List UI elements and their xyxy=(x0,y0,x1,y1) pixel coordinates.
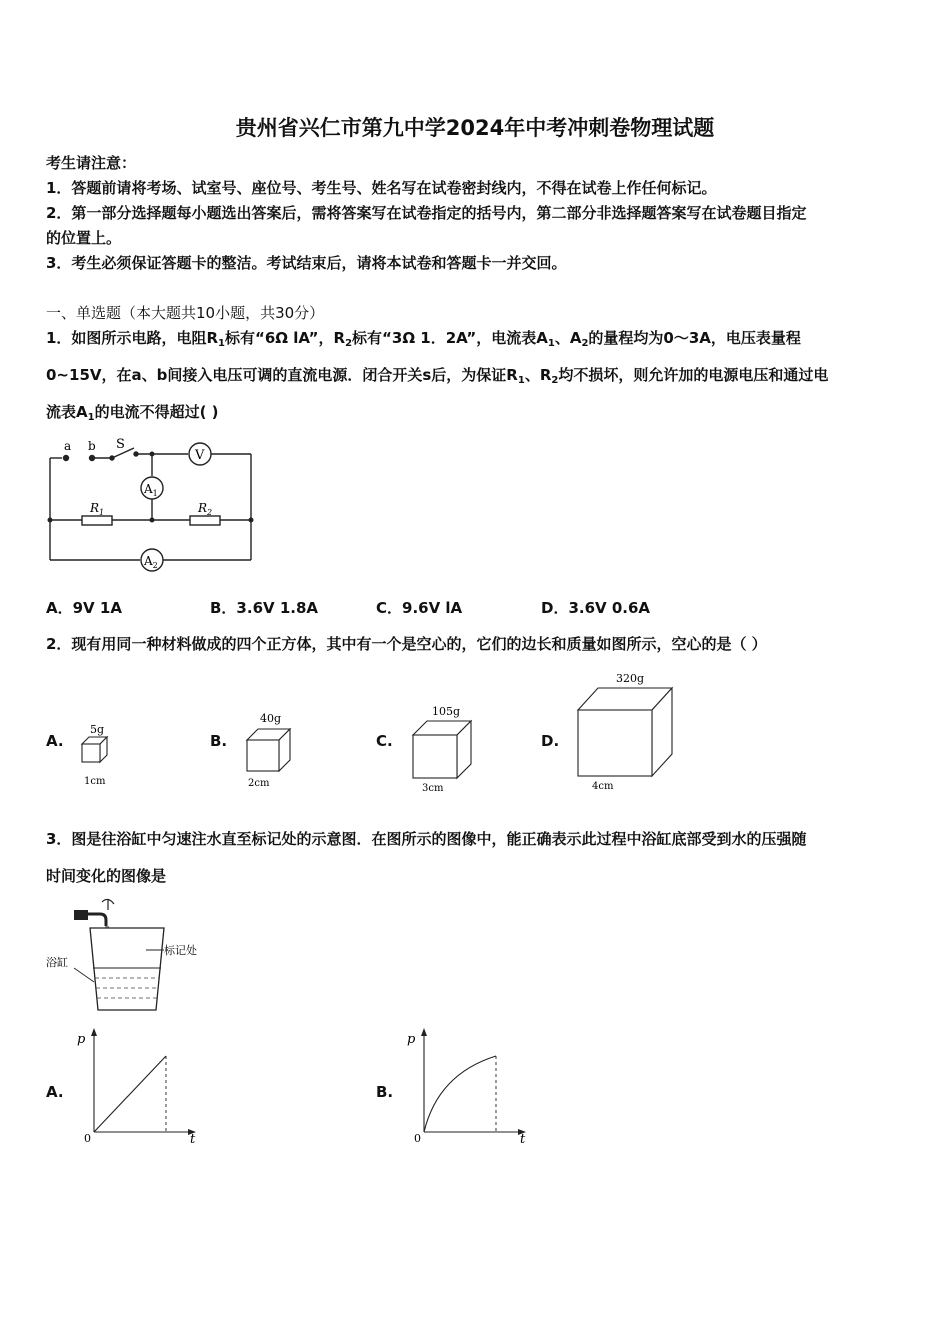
circuit-diagram xyxy=(40,432,260,572)
q1-line-3: 流表$A_1$的电流不得超过( ) xyxy=(46,403,219,423)
q1-line-2: 0~15V，在a、b间接入电压可调的直流电源．闭合开关s后，为保证$R_1$、$R_2$均不损坏，则允许加的电源电压和通过电 xyxy=(46,366,829,386)
mark-label: 标记处 xyxy=(164,944,197,957)
q3-line-2: 时间变化的图像是 xyxy=(46,867,167,885)
notice-item-1: 1．答题前请将考场、试室号、座位号、考生号、姓名写在试卷密封线内，不得在试卷上作任何标记。 xyxy=(46,179,717,197)
q1-option-c: C．9.6V lA xyxy=(376,599,463,617)
voltmeter-label: V xyxy=(195,448,205,463)
q1-option-d: D．3.6V 0.6A xyxy=(541,599,651,617)
graph-a-x-label: t xyxy=(190,1132,196,1147)
terminal-b-label: b xyxy=(88,439,96,453)
graph-b-y-label: p xyxy=(407,1032,416,1047)
notice-item-2: 2．第一部分选择题每小题选出答案后，需将答案写在试卷指定的括号内，第二部分非选择题答案写在试卷题目指定 xyxy=(46,204,807,222)
q3-line-1: 3．图是往浴缸中匀速注水直至标记处的示意图．在图所示的图像中，能正确表示此过程中浴缸底部受到水的压强随 xyxy=(46,830,807,848)
terminal-a-label: a xyxy=(64,439,72,453)
tub-label: 浴缸 xyxy=(46,956,68,969)
q3-label-b: B. xyxy=(376,1083,394,1101)
q2-side-a: 1cm xyxy=(84,776,106,787)
notice-heading: 考生请注意： xyxy=(46,154,137,172)
q2-cube-a xyxy=(76,720,120,792)
q2-side-b: 2cm xyxy=(248,778,270,789)
ammeter-a2-label: $A_2$ xyxy=(144,554,158,570)
q2-label-b: B. xyxy=(210,732,228,750)
q3-graph-a xyxy=(74,1024,204,1148)
q1-option-a: A．9V 1A xyxy=(46,599,122,617)
graph-b-curve xyxy=(424,1056,496,1132)
q2-cube-d xyxy=(572,668,680,796)
q3-graph-b xyxy=(404,1024,534,1148)
q2-mass-a: 5g xyxy=(90,723,105,736)
q2-label-a: A. xyxy=(46,732,64,750)
q2-label-d: D. xyxy=(541,732,560,750)
resistor-r1-label: $R_1$ xyxy=(90,501,105,517)
q2-cube-c xyxy=(406,700,478,796)
resistor-r2-label: $R_2$ xyxy=(198,501,213,517)
bathtub-diagram xyxy=(44,892,214,1016)
page-title: 贵州省兴仁市第九中学2024年中考冲刺卷物理试题 xyxy=(235,116,715,140)
faucet-icon xyxy=(74,910,88,920)
switch-label: S xyxy=(116,437,125,452)
graph-b-origin: 0 xyxy=(414,1132,421,1145)
notice-item-2-cont: 的位置上。 xyxy=(46,229,122,247)
q2-side-c: 3cm xyxy=(422,783,444,794)
q1-option-b: B．3.6V 1.8A xyxy=(210,599,319,617)
notice-item-3: 3．考生必须保证答题卡的整洁。考试结束后，请将本试卷和答题卡一并交回。 xyxy=(46,254,567,272)
graph-b-x-label: t xyxy=(520,1132,526,1147)
q2-label-c: C. xyxy=(376,732,393,750)
ammeter-a1-label: $A_1$ xyxy=(144,482,158,498)
q1-line-1: 1．如图所示电路，电阻$R_1$标有“6Ω lA”，$R_2$标有“3Ω 1．2A”，电流表$A_1$、$A_2$的量程均为0～3A，电压表量程 xyxy=(46,329,801,349)
q2-mass-d: 320g xyxy=(616,672,645,685)
q2-cube-b xyxy=(240,708,300,794)
graph-a-y-label: p xyxy=(77,1032,86,1047)
graph-a-origin: 0 xyxy=(84,1132,91,1145)
graph-a-curve xyxy=(94,1056,166,1132)
section-heading: 一、单选题（本大题共10小题，共30分） xyxy=(46,304,325,322)
q3-label-a: A. xyxy=(46,1083,64,1101)
q2-mass-c: 105g xyxy=(432,705,461,718)
q2-mass-b: 40g xyxy=(260,712,282,725)
q2-side-d: 4cm xyxy=(592,781,614,792)
q2-text: 2．现有用同一种材料做成的四个正方体，其中有一个是空心的，它们的边长和质量如图所示，空心的是（ ） xyxy=(46,635,767,653)
